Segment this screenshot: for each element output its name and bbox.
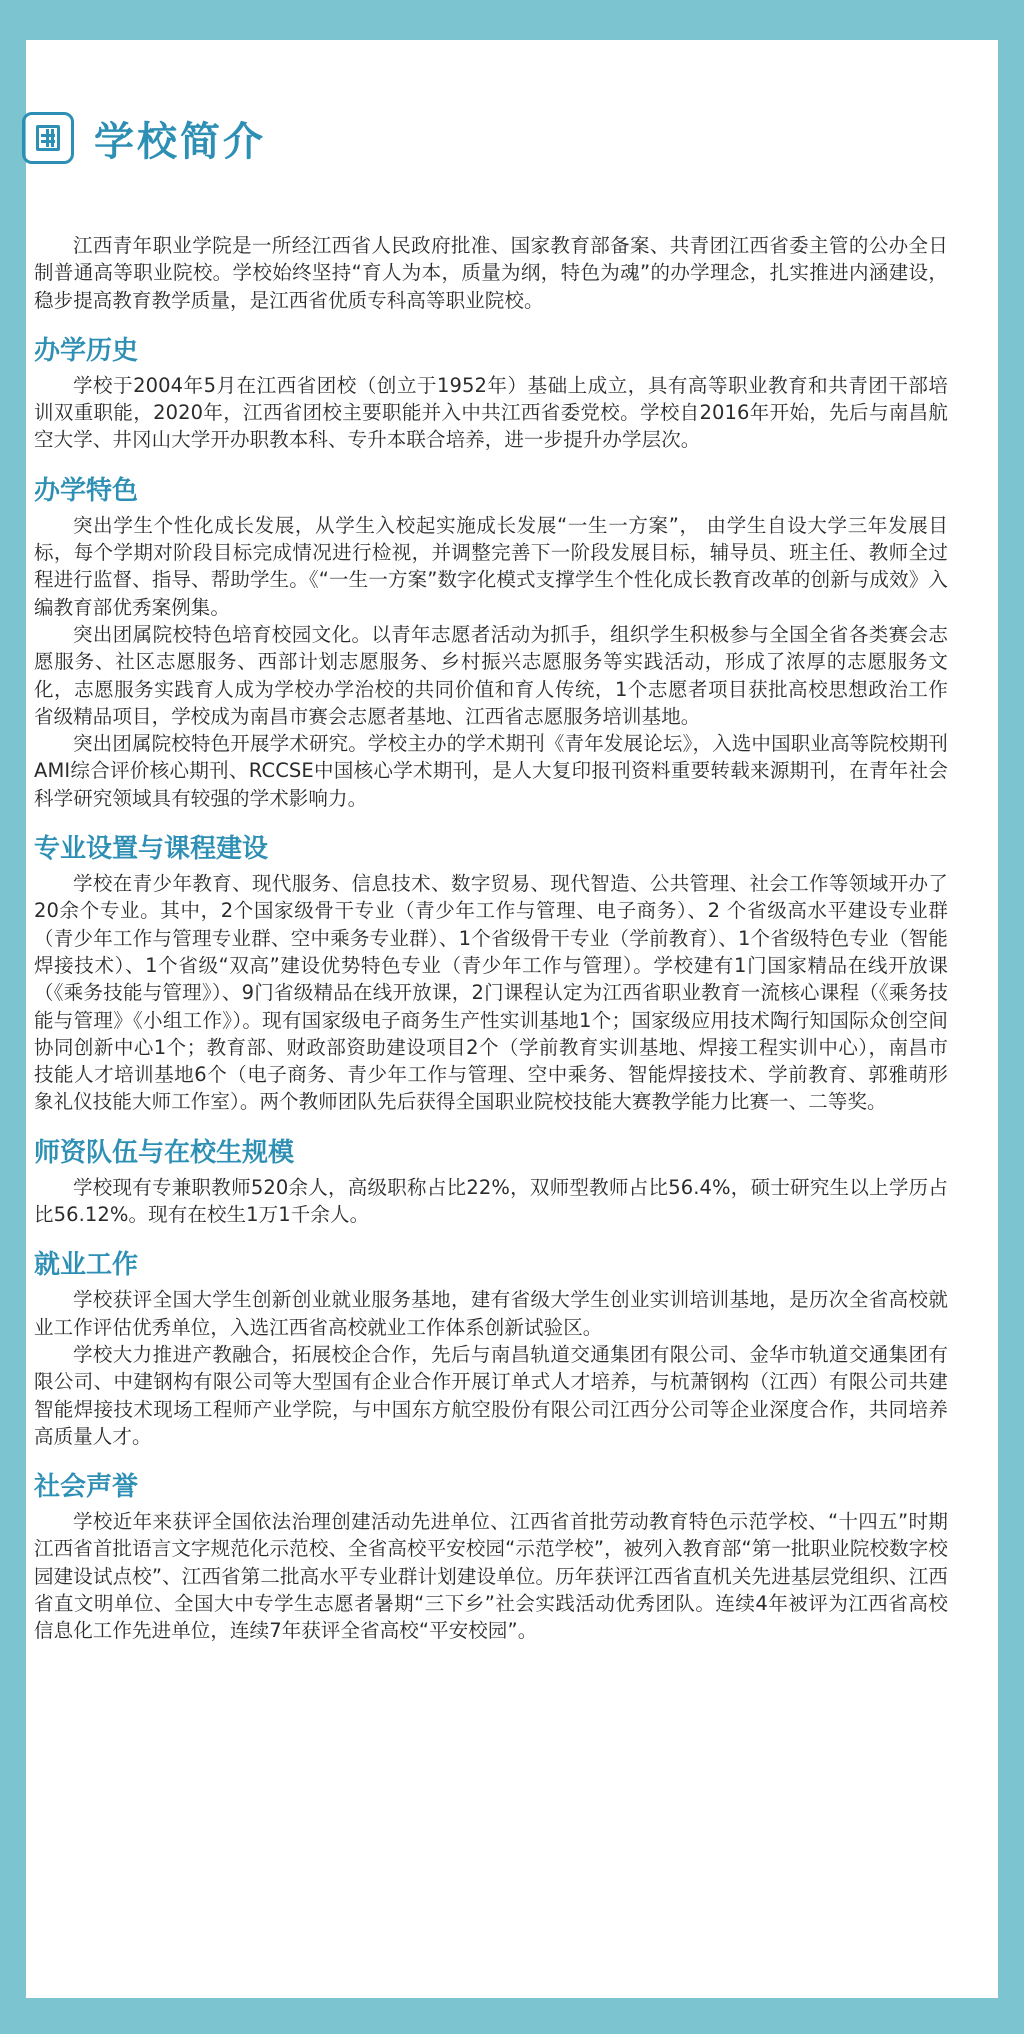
section-heading-faculty: 师资队伍与在校生规模 (34, 1137, 295, 1168)
building-icon (22, 112, 74, 164)
section-heading-employment: 就业工作 (34, 1250, 139, 1281)
features-paragraph-1: 突出学生个性化成长发展，从学生入校起实施成长发展“一生一方案”， 由学生自设大学三年发展目标，每个学期对阶段目标完成情况进行检视，并调整完善下一阶段发展目标，辅导员、班主任、教师全过程进行监督、指导、帮助学生。《“一生一方案”数字化模式支撑学生个性化成长教育改革的创新与成效》入编教育部优秀案例集。 (34, 513, 948, 619)
page-title: 学校简介 (94, 117, 266, 165)
majors-paragraph: 学校在青少年教育、现代服务、信息技术、数字贸易、现代智造、公共管理、社会工作等领域开办了20余个专业。其中，2个国家级骨干专业（青少年工作与管理、电子商务）、2 个省级高水平建设专业群（青少年工作与管理专业群、空中乘务专业群）、1个省级骨干专业（学前教育）、1个省级特色专业（智能焊接技术）、1个省级“双高”建设优势特色专业（青少年工作与管理）。学校建有1门国家精品在线开放课（《乘务技能与管理》）、9门省级精品在线开放课，2门课程认定为江西省职业教育一流核心课程（《乘务技能与管理》《小组工作》）。现有国家级电子商务生产性实训基地1个；国家级应用技术陶行知国际众创空间协同创新中心1个；教育部、财政部资助建设项目2个（学前教育实训基地、焊接工程实训中心），南昌市技能人才培训基地6个（电子商务、青少年工作与管理、空中乘务、智能焊接技术、学前教育、郭雅萌形象礼仪技能大师工作室）。两个教师团队先后获得全国职业院校技能大赛教学能力比赛一、二等奖。 (34, 872, 948, 1114)
intro-paragraph: 江西青年职业学院是一所经江西省人民政府批准、国家教育部备案、共青团江西省委主管的公办全日制普通高等职业院校。学校始终坚持“育人为本，质量为纲，特色为魂”的办学理念，扎实推进内涵建设，稳步提高教育教学质量，是江西省优质专科高等职业院校。 (34, 234, 948, 312)
section-heading-reputation: 社会声誉 (34, 1472, 139, 1503)
reputation-paragraph: 学校近年来获评全国依法治理创建活动先进单位、江西省首批劳动教育特色示范学校、“十四五”时期江西省首批语言文字规范化示范校、全省高校平安校园“示范学校”，被列入教育部“第一批职业院校数字校园建设试点校”、江西省第二批高水平专业群计划建设单位。历年获评江西省直机关先进基层党组织、江西省直文明单位、全国大中专学生志愿者暑期“三下乡”社会实践活动优秀团队。连续4年被评为江西省高校信息化工作先进单位，连续7年获评全省高校“平安校园”。 (34, 1510, 948, 1643)
history-paragraph: 学校于2004年5月在江西省团校（创立于1952年）基础上成立，具有高等职业教育和共青团干部培训双重职能，2020年，江西省团校主要职能并入中共江西省委党校。学校自2016年开始，先后与南昌航空大学、井冈山大学开办职教本科、专升本联合培养，进一步提升办学层次。 (34, 373, 948, 452)
content-body (34, 232, 948, 1645)
features-paragraph-3: 突出团属院校特色开展学术研究。学校主办的学术期刊《青年发展论坛》，入选中国职业高等院校期刊AMI综合评价核心期刊、RCCSE中国核心学术期刊，是人大复印报刊资料重要转载来源期刊，在青年社会科学研究领域具有较强的学术影响力。 (34, 732, 948, 810)
employment-paragraph-2: 学校大力推进产教融合，拓展校企合作，先后与南昌轨道交通集团有限公司、金华市轨道交通集团有限公司、中建钢构有限公司等大型国有企业合作开展订单式人才培养，与杭萧钢构（江西）有限公司共建智能焊接技术现场工程师产业学院，与中国东方航空股份有限公司江西分公司等企业深度合作，共同培养高质量人才。 (34, 1342, 948, 1448)
employment-paragraph-1: 学校获评全国大学生创新创业就业服务基地，建有省级大学生创业实训培训基地，是历次全省高校就业工作评估优秀单位，入选江西省高校就业工作体系创新试验区。 (34, 1288, 948, 1339)
features-paragraph-2: 突出团属院校特色培育校园文化。以青年志愿者活动为抓手，组织学生积极参与全国全省各类赛会志愿服务、社区志愿服务、西部计划志愿服务、乡村振兴志愿服务等实践活动，形成了浓厚的志愿服务文化，志愿服务实践育人成为学校办学治校的共同价值和育人传统，1个志愿者项目获批高校思想政治工作省级精品项目，学校成为南昌市赛会志愿者基地、江西省志愿服务培训基地。 (34, 622, 948, 728)
title-row (22, 108, 266, 168)
section-heading-majors: 专业设置与课程建设 (34, 834, 269, 865)
faculty-paragraph: 学校现有专兼职教师520余人，高级职称占比22%，双师型教师占比56.4%，硕士研究生以上学历占比56.12%。现有在校生1万1千余人。 (34, 1175, 948, 1227)
section-heading-features: 办学特色 (34, 475, 139, 506)
section-heading-history: 办学历史 (34, 335, 139, 366)
